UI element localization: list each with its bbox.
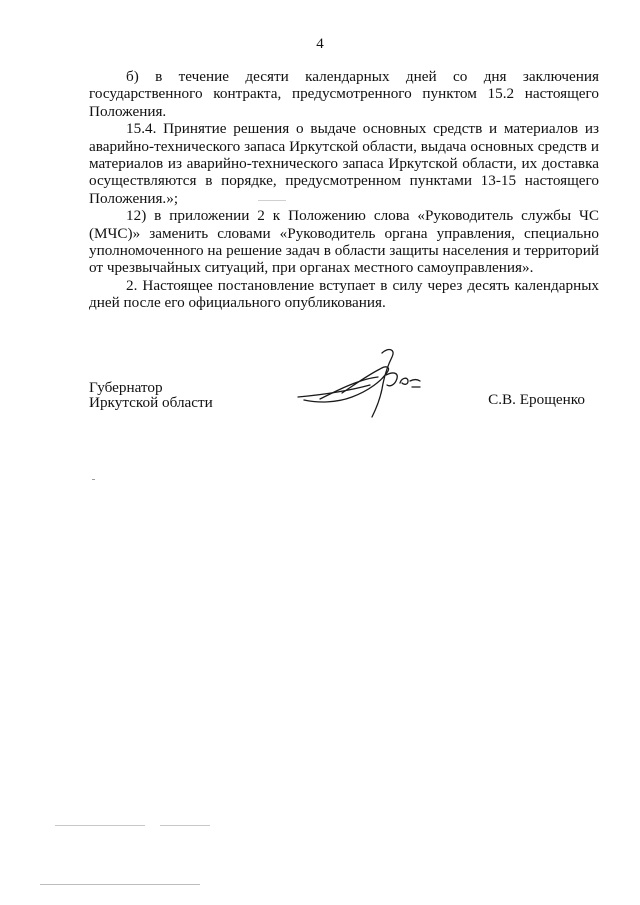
page-number: 4 (316, 36, 324, 52)
paragraph-item-12: 12) в приложении 2 к Положению слова «Руководитель службы ЧС (МЧС)» заменить словами «Руководитель органа управления, специально уполномоченного на решение задач в области защиты населения и территорий от чрезвычайных ситуаций, при органах местного самоуправления». (89, 207, 599, 277)
signatory-title-line1: Губернатор (89, 379, 163, 396)
paragraph-subitem-b: б) в течение десяти календарных дней со дня заключения государственного контракта, предусмотренного пунктом 15.2 настоящего Положения. (89, 68, 599, 120)
paragraph-15-4: 15.4. Принятие решения о выдаче основных средств и материалов из аварийно-технического запаса Иркутской области, выдача основных средств и материалов из аварийно-технического запаса Иркутской области, их доставка осуществляются в порядке, предусмотренном пунктами 13-15 настоящего Положения.»; (89, 120, 599, 207)
scan-artifact (258, 200, 286, 201)
signatory-name: С.В. Ерощенко (488, 391, 585, 408)
scan-artifact (40, 884, 200, 885)
scan-artifact (92, 479, 95, 480)
document-body (89, 68, 599, 312)
scan-artifact (55, 825, 145, 826)
scan-artifact (160, 825, 210, 826)
signatory-title-line2: Иркутской области (89, 394, 213, 411)
handwritten-signature (290, 345, 430, 420)
signatory-title (89, 380, 213, 410)
paragraph-effective-date: 2. Настоящее постановление вступает в силу через десять календарных дней после его официального опубликования. (89, 276, 599, 312)
